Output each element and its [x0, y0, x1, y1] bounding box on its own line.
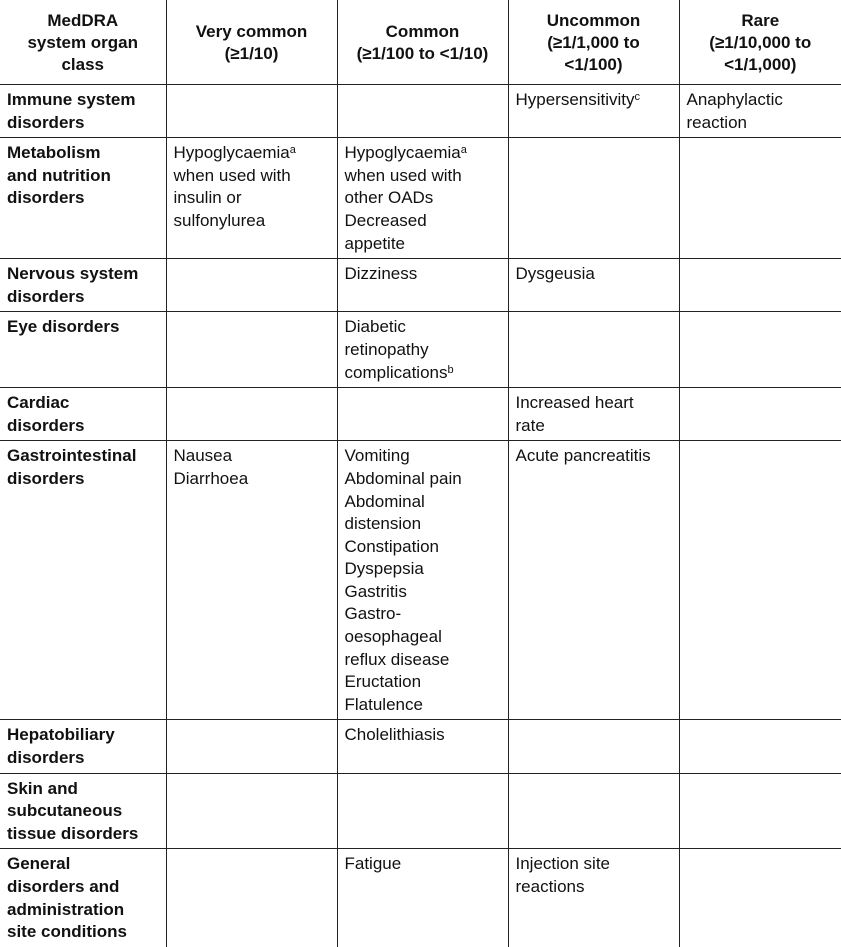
reaction-term: [516, 415, 672, 438]
soc-label-line: subcutaneous: [7, 801, 123, 821]
soc-label-line: administration: [7, 899, 125, 919]
soc-label-line: Skin and: [7, 778, 78, 798]
reaction-text: Hypersensitivity: [515, 90, 635, 109]
table-row: [0, 138, 841, 259]
reaction-term: [345, 558, 501, 581]
rare-cell: [679, 720, 841, 773]
table-row: [0, 441, 841, 720]
common-cell: [337, 720, 508, 773]
reaction-text: distension: [344, 514, 422, 534]
common-cell: [337, 441, 508, 720]
reaction-text: Dyspepsia: [344, 559, 424, 579]
reaction-term: [174, 468, 330, 491]
uncommon-cell: [508, 85, 679, 138]
table-row: [0, 259, 841, 312]
reaction-text: Dysgeusia: [515, 264, 595, 284]
reaction-text: reaction: [686, 112, 747, 132]
reaction-text: when used with: [344, 165, 462, 185]
reaction-term: [345, 445, 501, 468]
reaction-text: oesophageal: [344, 627, 442, 647]
table-row: [0, 312, 841, 388]
reaction-term: [516, 445, 672, 468]
reaction-term: [345, 263, 501, 286]
uncommon-cell: [508, 720, 679, 773]
reaction-text: retinopathy: [344, 339, 429, 359]
reaction-text: Vomiting: [344, 446, 410, 466]
reaction-term: [174, 210, 330, 233]
reaction-term: [345, 142, 501, 165]
common-cell: [337, 312, 508, 388]
reaction-text: Injection site: [515, 854, 610, 874]
common-cell: [337, 138, 508, 259]
reaction-term: [174, 187, 330, 210]
system-organ-class-cell: [0, 312, 166, 388]
soc-label-line: disorders: [7, 188, 85, 208]
reaction-text: insulin or: [173, 188, 242, 208]
reaction-term: [345, 187, 501, 210]
reaction-term: [516, 853, 672, 876]
soc-label-line: disorders: [7, 748, 85, 768]
very-common-cell: [166, 720, 337, 773]
system-organ-class-cell: [0, 849, 166, 947]
table-row: [0, 85, 841, 138]
system-organ-class-cell: [0, 773, 166, 849]
reaction-term: [345, 536, 501, 559]
soc-label-line: and nutrition: [7, 165, 111, 185]
reaction-term: [345, 362, 501, 385]
rare-cell: [679, 773, 841, 849]
reaction-text: Abdominal pain: [344, 468, 462, 488]
reaction-text: Hypoglycaemia: [344, 143, 461, 163]
reaction-text: complications: [344, 362, 448, 382]
reaction-term: [345, 316, 501, 339]
reaction-term: [345, 233, 501, 256]
reaction-term: [345, 165, 501, 188]
reaction-text: Abdominal: [344, 491, 425, 511]
reaction-term: [345, 339, 501, 362]
soc-label-line: General: [7, 854, 71, 874]
reaction-text: Flatulence: [344, 694, 423, 714]
reaction-term: [345, 724, 501, 747]
soc-label-line: Cardiac: [7, 393, 70, 413]
soc-label-line: disorders: [7, 468, 85, 488]
reaction-text: rate: [515, 415, 545, 435]
header-row: [0, 0, 841, 85]
footnote-marker: b: [447, 363, 454, 376]
table-row: [0, 720, 841, 773]
system-organ-class-cell: [0, 388, 166, 441]
reaction-term: [516, 392, 672, 415]
very-common-cell: [166, 312, 337, 388]
common-cell: [337, 849, 508, 947]
soc-label-line: Eye disorders: [7, 317, 120, 337]
system-organ-class-cell: [0, 720, 166, 773]
reaction-term: [345, 649, 501, 672]
uncommon-cell: [508, 388, 679, 441]
reaction-term: [345, 581, 501, 604]
table-body: [0, 85, 841, 947]
very-common-cell: [166, 388, 337, 441]
soc-label-line: Metabolism: [7, 143, 101, 163]
reaction-text: reactions: [515, 877, 585, 896]
common-cell: [337, 388, 508, 441]
rare-cell: [679, 849, 841, 947]
reaction-text: Diarrhoea: [173, 468, 249, 488]
reaction-term: [345, 491, 501, 514]
reaction-text: reflux disease: [344, 649, 450, 669]
reaction-term: [687, 89, 835, 112]
reaction-text: Increased heart: [515, 393, 634, 413]
header-uncommon: Uncommon (≥1/1,000 to <1/100): [508, 0, 679, 85]
system-organ-class-cell: [0, 85, 166, 138]
system-organ-class-cell: [0, 259, 166, 312]
very-common-cell: [166, 441, 337, 720]
reaction-term: [345, 603, 501, 626]
header-very-common: Very common (≥1/10): [166, 0, 337, 85]
reaction-term: [516, 876, 672, 899]
reaction-text: Dizziness: [344, 264, 418, 284]
rare-cell: [679, 138, 841, 259]
common-cell: [337, 259, 508, 312]
rare-cell: [679, 388, 841, 441]
reaction-term: [345, 468, 501, 491]
reaction-text: Eructation: [344, 672, 422, 692]
header-system-organ-class: MedDRA system organ class: [0, 0, 166, 85]
reaction-term: [174, 142, 330, 165]
system-organ-class-cell: [0, 441, 166, 720]
very-common-cell: [166, 138, 337, 259]
header-common: Common (≥1/100 to <1/10): [337, 0, 508, 85]
reaction-text: Constipation: [344, 536, 440, 556]
very-common-cell: [166, 773, 337, 849]
reaction-text: appetite: [344, 233, 405, 253]
reaction-text: sulfonylurea: [173, 210, 266, 230]
very-common-cell: [166, 259, 337, 312]
table-row: [0, 388, 841, 441]
reaction-term: [687, 112, 835, 135]
reaction-term: [345, 853, 501, 876]
common-cell: [337, 85, 508, 138]
uncommon-cell: [508, 312, 679, 388]
reaction-text: Gastritis: [344, 581, 407, 601]
table-row: [0, 773, 841, 849]
reaction-term: [345, 513, 501, 536]
soc-label-line: Nervous system: [7, 264, 139, 284]
reaction-text: Nausea: [173, 446, 233, 466]
reaction-term: [345, 671, 501, 694]
reaction-text: when used with: [173, 165, 291, 185]
rare-cell: [679, 85, 841, 138]
soc-label-line: disorders: [7, 286, 85, 306]
soc-label-line: disorders: [7, 112, 85, 132]
very-common-cell: [166, 849, 337, 947]
rare-cell: [679, 259, 841, 312]
system-organ-class-cell: [0, 138, 166, 259]
uncommon-cell: [508, 138, 679, 259]
reaction-term: [174, 445, 330, 468]
soc-label-line: disorders: [7, 415, 85, 435]
reaction-term: [345, 626, 501, 649]
reaction-term: [345, 694, 501, 717]
rare-cell: [679, 441, 841, 720]
reaction-text: Acute pancreatitis: [515, 446, 651, 466]
reaction-term: [516, 263, 672, 286]
uncommon-cell: [508, 849, 679, 947]
very-common-cell: [166, 85, 337, 138]
reaction-text: Decreased: [344, 210, 427, 230]
soc-label-line: site conditions: [7, 922, 127, 942]
reaction-text: other OADs: [344, 188, 434, 208]
reaction-term: [345, 210, 501, 233]
uncommon-cell: [508, 259, 679, 312]
reaction-text: Hypoglycaemia: [173, 143, 290, 163]
footnote-marker: a: [460, 144, 467, 157]
reaction-text: Diabetic: [344, 317, 406, 337]
reaction-text: Gastro-: [344, 604, 402, 624]
footnote-marker: c: [634, 91, 641, 103]
reaction-text: Anaphylactic: [686, 90, 783, 109]
soc-label-line: tissue disorders: [7, 823, 139, 843]
reaction-term: [516, 89, 672, 112]
table-row: [0, 849, 841, 947]
soc-label-line: disorders and: [7, 877, 120, 896]
rare-cell: [679, 312, 841, 388]
reaction-text: Cholelithiasis: [344, 725, 445, 745]
common-cell: [337, 773, 508, 849]
uncommon-cell: [508, 441, 679, 720]
soc-label-line: Gastrointestinal: [7, 446, 137, 466]
soc-label-line: Immune system: [7, 90, 136, 109]
reaction-term: [174, 165, 330, 188]
uncommon-cell: [508, 773, 679, 849]
footnote-marker: a: [289, 144, 296, 157]
header-rare: Rare (≥1/10,000 to <1/1,000): [679, 0, 841, 85]
soc-label-line: Hepatobiliary: [7, 725, 115, 745]
reaction-text: Fatigue: [344, 854, 402, 874]
